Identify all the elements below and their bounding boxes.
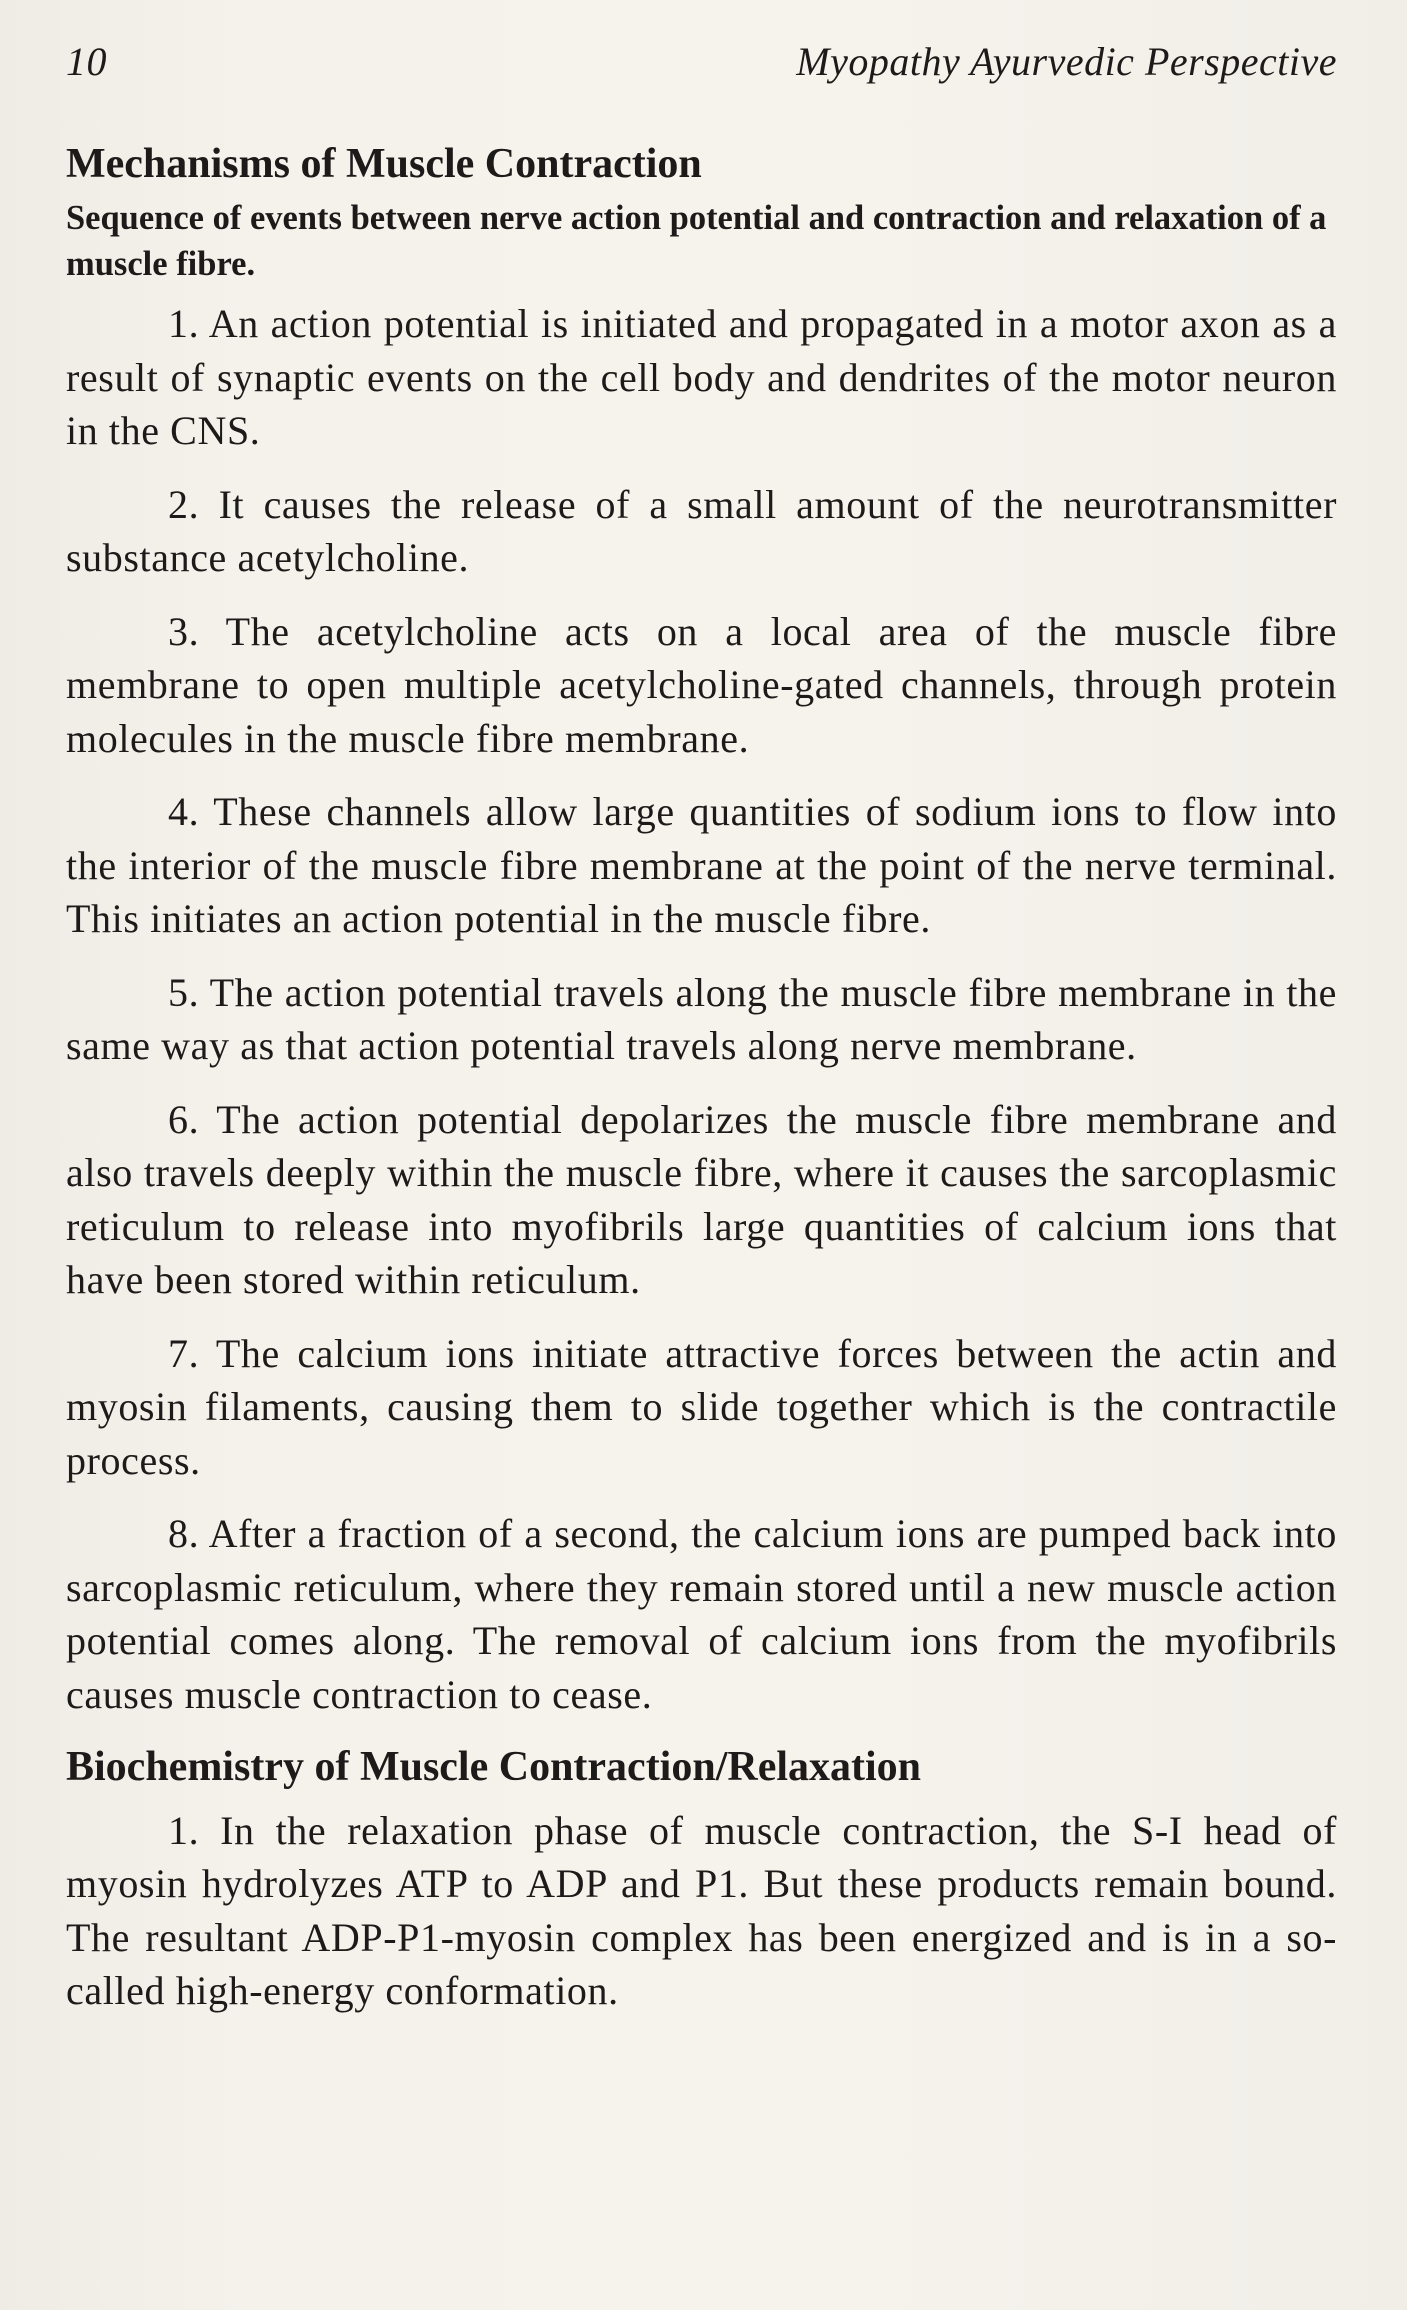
- page-number: 10: [66, 39, 107, 84]
- numbered-paragraph: 5. The action potential travels along the muscle fibre membrane in the same way as that action potential travels along nerve membrane.: [66, 969, 1337, 1069]
- numbered-paragraph: 7. The calcium ions initiate attractive forces between the actin and myosin filaments, causing them to slide together which is the contractile process.: [66, 1330, 1337, 1483]
- numbered-paragraph: 1. In the relaxation phase of muscle contraction, the S-I head of myosin hydrolyzes ATP to ADP and P1. But these products remain bound. The resultant ADP-P1-myosin complex has been energized and is in a so-called high-energy conformation.: [66, 1807, 1337, 2014]
- numbered-paragraph: 8. After a fraction of a second, the calcium ions are pumped back into sarcoplasmic reticulum, where they remain stored until a new muscle action potential comes along. The removal of calcium ions from the myofibrils causes muscle contraction to cease.: [66, 1511, 1337, 1717]
- numbered-paragraph: 3. The acetylcholine acts on a local area of the muscle fibre membrane to open multiple acetylcholine-gated channels, through protein molecules in the muscle fibre membrane.: [66, 608, 1337, 761]
- section-heading: Biochemistry of Muscle Contraction/Relaxation: [66, 1744, 922, 1791]
- section-heading: Mechanisms of Muscle Contraction: [66, 141, 702, 187]
- page-content: [66, 140, 1337, 2038]
- biochemistry-section: [66, 1743, 1337, 2017]
- numbered-paragraph: 6. The action potential depolarizes the muscle fibre membrane and also travels deeply within the muscle fibre, where it causes the sarcoplasmic reticulum to release into myofibrils large quantities of calcium ions that have been stored within reticulum.: [66, 1096, 1337, 1303]
- section-subheading: Sequence of events between nerve action potential and contraction and relaxation of a muscle fibre.: [66, 199, 1327, 283]
- numbered-paragraph: 1. An action potential is initiated and propagated in a motor axon as a result of synaptic events on the cell body and dendrites of the motor neuron in the CNS.: [66, 301, 1337, 454]
- numbered-paragraph: 4. These channels allow large quantities of sodium ions to flow into the interior of the muscle fibre membrane at the point of the nerve terminal. This initiates an action potential in the muscle fibre.: [66, 789, 1337, 942]
- running-header: [66, 38, 1337, 88]
- numbered-paragraph: 2. It causes the release of a small amount of the neurotransmitter substance acetylcholine.: [66, 481, 1337, 581]
- book-title: Myopathy Ayurvedic Perspective: [796, 39, 1337, 84]
